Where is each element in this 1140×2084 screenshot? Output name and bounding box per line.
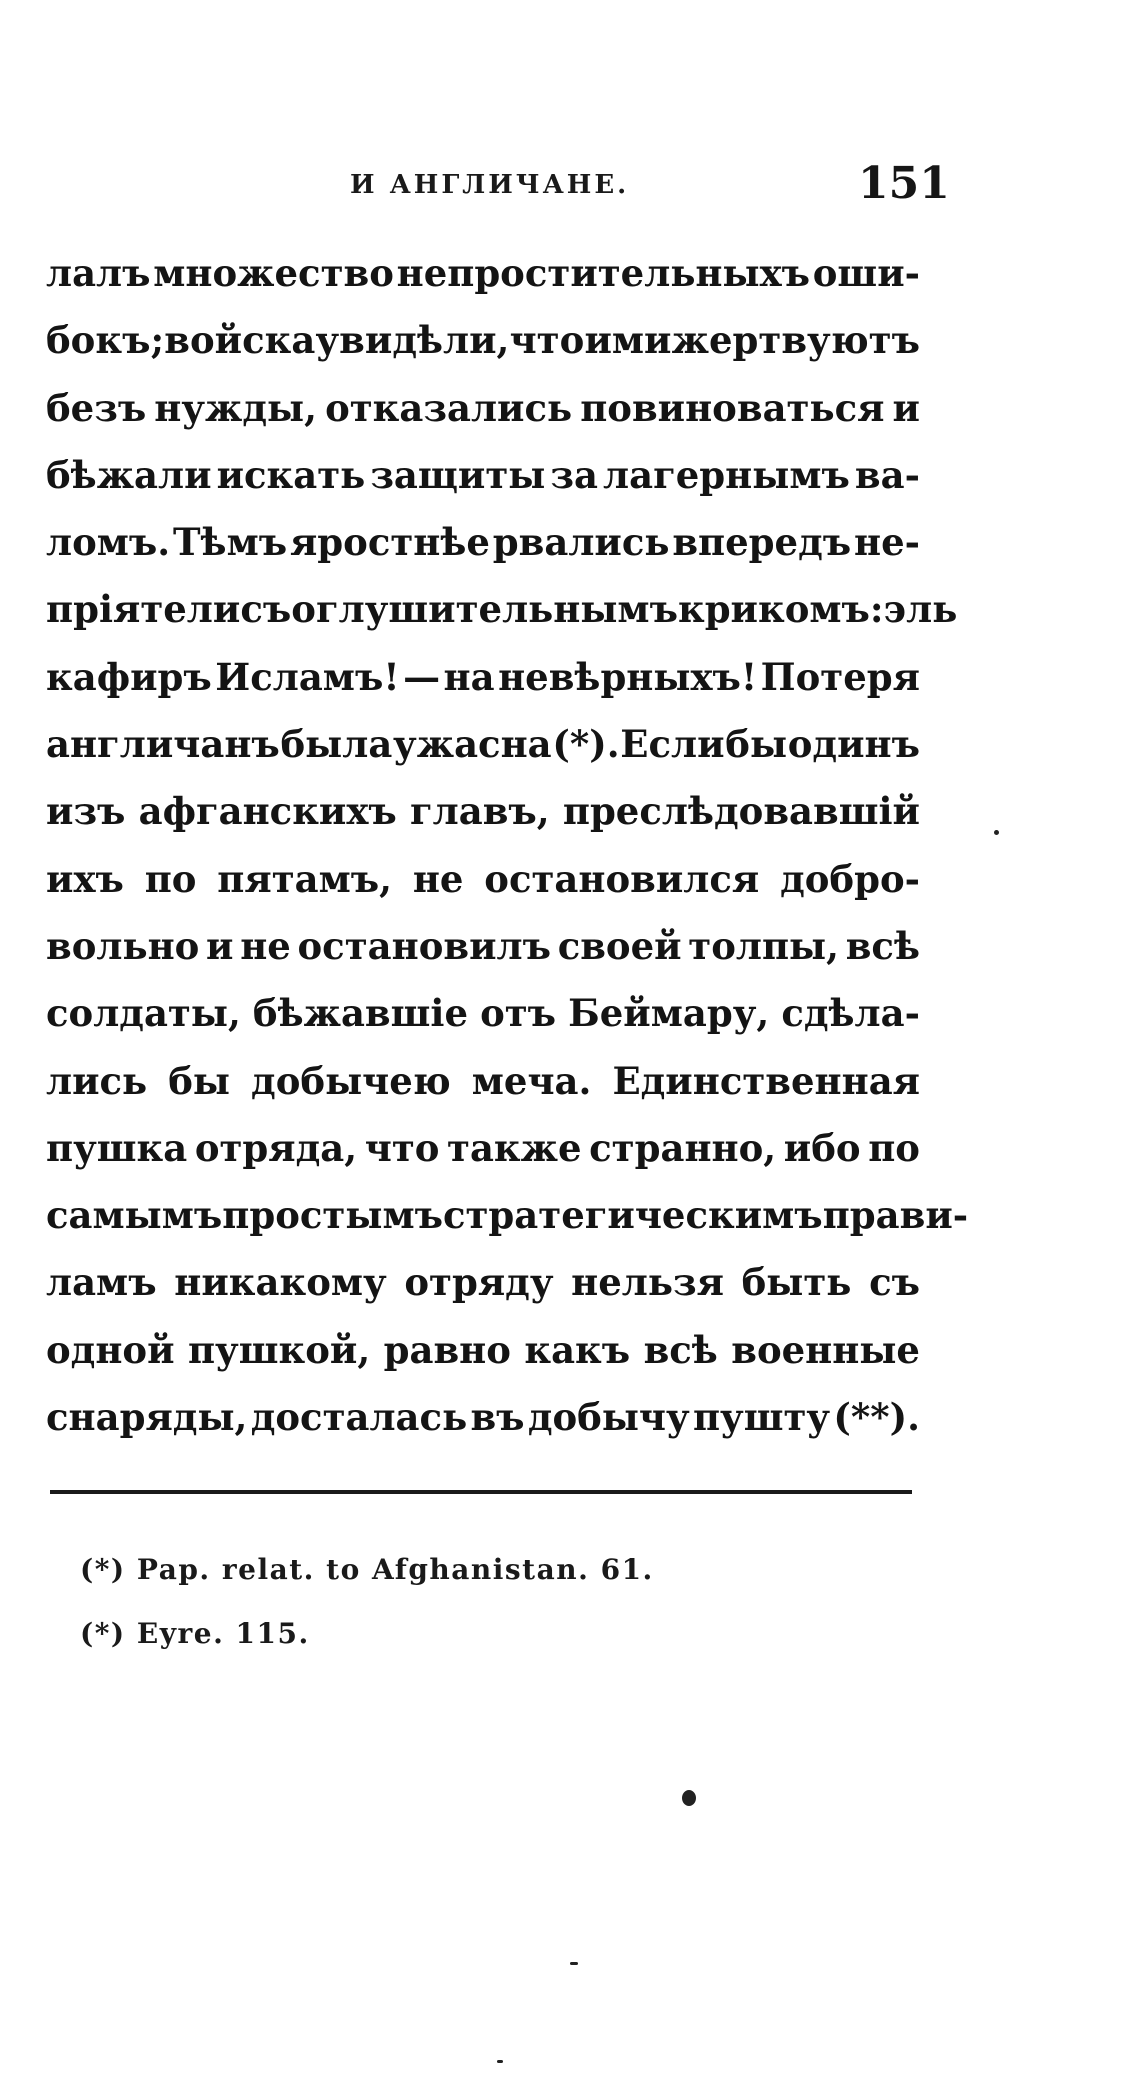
text-line	[46, 1249, 920, 1316]
word: военные	[731, 1327, 920, 1372]
word: множество	[153, 251, 394, 295]
word: также	[447, 1125, 582, 1170]
word: по	[868, 1125, 920, 1170]
word: Тѣмъ	[173, 520, 288, 565]
word: стратегическимъ	[442, 1193, 823, 1238]
word: не	[240, 923, 291, 968]
word: Потеря	[760, 654, 920, 699]
word: яростнѣе	[289, 520, 490, 565]
ink-speck	[497, 2060, 503, 2063]
word: повиноваться	[580, 385, 885, 430]
word: Если	[620, 722, 725, 767]
word: отряду	[404, 1260, 554, 1305]
ink-blot	[682, 1790, 696, 1806]
word: въ	[470, 1395, 525, 1440]
word: странно,	[589, 1125, 777, 1170]
text-line	[46, 509, 920, 576]
word: отъ	[480, 991, 557, 1036]
word: меча.	[471, 1058, 592, 1103]
word: невѣрныхъ!	[498, 654, 758, 699]
text-line	[46, 980, 920, 1047]
word: остановилъ	[297, 923, 551, 968]
word: равно	[383, 1327, 511, 1372]
text-line	[46, 375, 920, 442]
word: снаряды,	[46, 1395, 248, 1440]
word: прави-	[822, 1193, 969, 1238]
word: (**).	[833, 1395, 920, 1440]
word: ламъ	[46, 1260, 157, 1305]
word: непростительныхъ	[396, 251, 811, 295]
word: оши-	[812, 251, 920, 295]
text-line	[46, 711, 920, 778]
word: крикомъ:	[677, 587, 884, 632]
word: остановился	[484, 856, 760, 901]
word: ужасна	[393, 722, 552, 767]
running-title: И АНГЛИЧАНЕ.	[350, 170, 630, 200]
footnotes	[80, 1538, 654, 1666]
word: за	[550, 452, 599, 497]
word: своей	[557, 923, 682, 968]
word: ва-	[854, 452, 920, 497]
word: кафиръ	[46, 654, 212, 699]
word: Исламъ!	[215, 654, 400, 699]
word: Беймару,	[568, 991, 770, 1036]
word: пушка	[46, 1125, 188, 1170]
word: преслѣдовавшій	[562, 789, 920, 834]
word: увидѣли,	[315, 318, 510, 363]
word: солдаты,	[46, 991, 241, 1036]
word: что	[364, 1125, 440, 1170]
word: не-	[853, 520, 920, 565]
word: быть	[741, 1260, 852, 1305]
word: никакому	[174, 1260, 387, 1305]
word: вольно	[46, 923, 200, 968]
word: нужды,	[154, 385, 318, 430]
word: нельзя	[571, 1260, 724, 1305]
word: досталась	[250, 1395, 468, 1440]
text-line	[46, 1182, 969, 1249]
text-line	[46, 1384, 920, 1451]
word: искать	[216, 452, 366, 497]
word: (*).	[552, 722, 620, 767]
footnote-divider	[50, 1490, 912, 1494]
word: ломъ.	[46, 520, 171, 565]
word: и	[892, 385, 920, 430]
text-line	[46, 1115, 920, 1182]
word: какъ	[524, 1327, 631, 1372]
word: добро-	[780, 856, 920, 901]
word: была	[280, 722, 393, 767]
word: рвались	[492, 520, 670, 565]
word: сдѣла-	[781, 991, 920, 1036]
ink-speck	[570, 1962, 578, 1965]
word: съ	[240, 587, 292, 632]
word: лагернымъ	[603, 452, 850, 497]
word: впередъ	[672, 520, 852, 565]
word: съ	[869, 1260, 920, 1305]
text-line	[46, 307, 920, 374]
ink-speck	[994, 830, 999, 835]
word: англичанъ	[46, 722, 280, 767]
word: ихъ	[46, 856, 124, 901]
word: простымъ	[222, 1193, 443, 1238]
page-number: 151	[858, 158, 950, 209]
word: бы	[168, 1058, 230, 1103]
word: войска	[164, 318, 316, 363]
word: безъ	[46, 385, 147, 430]
text-line	[46, 913, 920, 980]
word: толпы,	[688, 923, 840, 968]
footnote-1: (*) Pap. relat. to Afghanistan. 61.	[80, 1553, 654, 1586]
word: самымъ	[46, 1193, 223, 1238]
word: одинъ	[787, 722, 920, 767]
word: бѣжали	[46, 452, 212, 497]
word: не	[412, 856, 464, 901]
word: всѣ	[643, 1327, 718, 1372]
text-line	[46, 576, 958, 643]
text-line	[46, 1317, 920, 1384]
word: ибо	[783, 1125, 861, 1170]
word: оглушительнымъ	[291, 587, 678, 632]
word: главъ,	[409, 789, 550, 834]
word: ими	[584, 318, 672, 363]
main-text	[46, 240, 969, 1451]
word: что	[509, 318, 585, 363]
word: лалъ	[46, 251, 151, 295]
word: Единственная	[612, 1058, 920, 1103]
word: бокъ;	[46, 318, 165, 363]
text-line	[46, 442, 920, 509]
word: афганскихъ	[138, 789, 397, 834]
word: отряда,	[194, 1125, 358, 1170]
word: добычу	[527, 1395, 690, 1440]
word: изъ	[46, 789, 126, 834]
word: по	[144, 856, 197, 901]
text-line	[46, 846, 920, 913]
word: пятамъ,	[217, 856, 393, 901]
text-line	[46, 778, 920, 845]
word: —	[403, 654, 441, 699]
word: отказались	[325, 385, 573, 430]
text-line	[46, 644, 920, 711]
word: на	[443, 654, 495, 699]
word: пріятели	[46, 587, 241, 632]
word: добычею	[251, 1058, 451, 1103]
word: всѣ	[845, 923, 920, 968]
word: лись	[46, 1058, 148, 1103]
word: бы	[725, 722, 788, 767]
word: защиты	[370, 452, 546, 497]
footnote-2: (*) Eyre. 115.	[80, 1617, 310, 1650]
word: одной	[46, 1327, 175, 1372]
word: и	[206, 923, 234, 968]
word: пушкой,	[187, 1327, 371, 1372]
word: эль	[883, 587, 958, 632]
text-line	[46, 240, 920, 307]
word: жертвуютъ	[671, 318, 920, 363]
word: бѣжавшіе	[252, 991, 468, 1036]
text-line	[46, 1048, 920, 1115]
word: пушту	[692, 1395, 831, 1440]
